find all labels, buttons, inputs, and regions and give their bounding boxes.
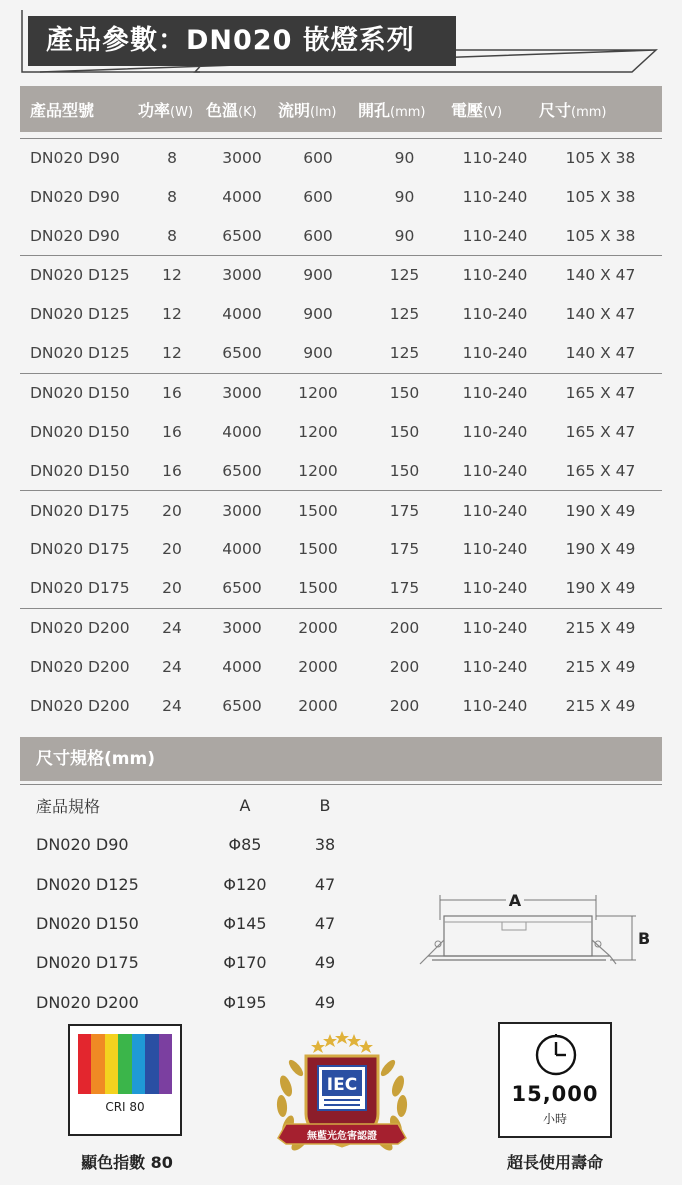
cell-model: DN020 D175 (30, 501, 130, 520)
cell-cct: 6500 (206, 452, 278, 491)
dim-cell-b: 49 (314, 992, 336, 1012)
cell-model: DN020 D150 (30, 422, 130, 441)
dim-cell-model: DN020 D90 (36, 835, 129, 855)
cri-caption: 顯色指數 80 (81, 1153, 173, 1172)
cell-model: DN020 D90 (30, 187, 120, 206)
spec-row (20, 452, 662, 491)
cell-power: 20 (138, 569, 206, 608)
dim-row (20, 982, 360, 1021)
dim-row (20, 904, 360, 943)
spec-row (20, 138, 662, 177)
cell-model: DN020 D90 (30, 148, 120, 167)
cell-voltage: 110-240 (451, 569, 539, 608)
cell-lumen: 1200 (278, 452, 358, 491)
cell-cct: 3000 (222, 501, 262, 520)
spec-row (20, 334, 662, 373)
dim-row (20, 865, 360, 904)
spec-row (20, 647, 662, 686)
spec-row (20, 216, 662, 255)
cell-model: DN020 D200 (30, 658, 130, 677)
cell-lumen: 600 (303, 148, 333, 167)
cell-voltage: 110-240 (462, 422, 528, 441)
cell-cct: 6500 (222, 697, 262, 716)
title-banner (0, 0, 682, 82)
cell-power: 8 (138, 216, 206, 255)
cell-cutout: 150 (358, 452, 451, 491)
cell-cutout: 125 (389, 305, 420, 324)
cell-cutout: 175 (358, 569, 451, 608)
dim-col-a: A (239, 796, 251, 816)
cell-size: 165 X 47 (565, 383, 636, 402)
spec-row (20, 530, 662, 569)
cell-cutout: 90 (394, 187, 415, 206)
spec-row (20, 687, 662, 726)
cell-cct: 4000 (222, 187, 262, 206)
cell-lumen: 900 (278, 334, 358, 373)
cell-model: DN020 D150 (30, 383, 130, 402)
cell-power: 8 (167, 187, 177, 206)
dim-cell-b: 38 (314, 835, 336, 855)
cell-cct: 4000 (222, 658, 262, 677)
cell-voltage: 110-240 (462, 187, 528, 206)
cell-lumen: 1200 (298, 383, 338, 402)
dim-cell-a: Φ85 (228, 835, 262, 855)
cell-size: 165 X 47 (565, 422, 636, 441)
dim-cell-b: 47 (314, 874, 336, 894)
cell-power: 24 (162, 697, 182, 716)
header-cutout: 開孔(mm) (358, 86, 451, 132)
dimensions-divider (20, 784, 662, 785)
dim-cell-model: DN020 D125 (36, 874, 139, 894)
spec-row (20, 295, 662, 334)
cell-lumen: 600 (303, 187, 333, 206)
cell-cct: 6500 (206, 216, 278, 255)
cell-voltage: 110-240 (462, 305, 528, 324)
cell-cct: 3000 (222, 619, 262, 638)
spec-row (20, 412, 662, 451)
spec-row (20, 608, 662, 647)
header-power: 功率(W) (138, 86, 206, 132)
cell-size: 215 X 49 (565, 697, 636, 716)
cell-model: DN020 D175 (30, 540, 130, 559)
cell-power: 12 (138, 334, 206, 373)
cell-size: 140 X 47 (539, 334, 662, 373)
cell-size: 190 X 49 (565, 540, 636, 559)
cri-color-bar (159, 1034, 172, 1094)
cell-size: 165 X 47 (539, 452, 662, 491)
clock-icon (533, 1032, 579, 1078)
cell-lumen: 1500 (298, 540, 338, 559)
cell-voltage: 110-240 (451, 216, 539, 255)
dim-cell-model: DN020 D200 (36, 992, 139, 1012)
dim-cell-a: Φ170 (223, 953, 267, 973)
header-lumen: 流明(lm) (278, 86, 358, 132)
header-voltage: 電壓(V) (451, 86, 539, 132)
dim-cell-a: Φ195 (223, 992, 267, 1012)
dim-cell-b: 49 (314, 953, 336, 973)
lifetime-caption: 超長使用壽命 (506, 1153, 603, 1172)
cell-voltage: 110-240 (462, 501, 528, 520)
cell-cct: 3000 (222, 266, 262, 285)
cell-cct: 4000 (222, 305, 262, 324)
cell-size: 105 X 38 (539, 216, 662, 255)
cell-cct: 6500 (206, 334, 278, 373)
cri-color-bar (78, 1034, 91, 1094)
cell-cct: 3000 (222, 148, 262, 167)
cell-power: 20 (162, 540, 182, 559)
dim-row (20, 943, 360, 982)
cri-color-bar (91, 1034, 104, 1094)
cell-voltage: 110-240 (451, 334, 539, 373)
cell-size: 140 X 47 (565, 266, 636, 285)
cell-power: 8 (167, 148, 177, 167)
dimension-diagram (410, 880, 650, 980)
spec-row (20, 491, 662, 530)
cell-cutout: 200 (389, 697, 420, 716)
cell-model: DN020 D125 (30, 305, 130, 324)
cell-power: 16 (162, 383, 182, 402)
lifetime-unit: 小時 (542, 1112, 567, 1126)
spec-row (20, 569, 662, 608)
cell-cutout: 125 (389, 266, 420, 285)
cell-cutout: 90 (358, 216, 451, 255)
cell-size: 215 X 49 (565, 658, 636, 677)
cell-voltage: 110-240 (462, 697, 528, 716)
dim-col-model: 產品規格 (36, 797, 101, 817)
cell-cutout: 90 (394, 148, 415, 167)
cell-cutout: 200 (389, 619, 420, 638)
cell-lumen: 1200 (298, 422, 338, 441)
lifetime-badge (498, 1022, 612, 1138)
cell-lumen: 2000 (298, 619, 338, 638)
cell-model: DN020 D90 (20, 216, 138, 255)
dim-cell-model: DN020 D150 (36, 914, 139, 934)
cell-cutout: 150 (389, 383, 420, 402)
header-model: 產品型號 (20, 86, 138, 132)
cell-model: DN020 D125 (20, 334, 138, 373)
cell-voltage: 110-240 (451, 452, 539, 491)
spec-table (20, 86, 662, 726)
cell-cct: 6500 (206, 569, 278, 608)
cri-color-bars (78, 1034, 172, 1094)
cell-cutout: 175 (389, 501, 420, 520)
cell-power: 24 (162, 658, 182, 677)
cell-power: 16 (162, 422, 182, 441)
dimensions-header: 尺寸規格(mm) (20, 737, 662, 781)
cell-power: 12 (162, 266, 182, 285)
iec-logo-text: IEC (326, 1075, 358, 1095)
cell-size: 105 X 38 (565, 187, 636, 206)
diagram-label-a: A (508, 891, 522, 910)
cell-lumen: 2000 (298, 658, 338, 677)
cri-badge (68, 1024, 182, 1136)
spec-table-header (20, 86, 662, 132)
cell-model: DN020 D175 (20, 569, 138, 608)
cell-voltage: 110-240 (462, 148, 528, 167)
cell-power: 24 (162, 619, 182, 638)
cell-cct: 4000 (222, 540, 262, 559)
cell-cutout: 125 (358, 334, 451, 373)
cell-voltage: 110-240 (462, 619, 528, 638)
dimensions-table (20, 786, 360, 1022)
cell-size: 105 X 38 (565, 148, 636, 167)
dim-cell-model: DN020 D175 (36, 953, 139, 973)
dim-cell-a: Φ120 (223, 874, 267, 894)
cell-cct: 4000 (222, 422, 262, 441)
cell-power: 20 (162, 501, 182, 520)
spec-row (20, 177, 662, 216)
header-size: 尺寸(mm) (539, 86, 662, 132)
cri-color-bar (132, 1034, 145, 1094)
iec-ribbon-text: 無藍光危害認證 (307, 1131, 377, 1142)
cell-size: 140 X 47 (565, 305, 636, 324)
cell-voltage: 110-240 (462, 383, 528, 402)
header-cct: 色溫(K) (206, 86, 278, 132)
cell-lumen: 600 (278, 216, 358, 255)
cell-model: DN020 D150 (20, 452, 138, 491)
cell-cutout: 150 (389, 422, 420, 441)
cell-lumen: 900 (303, 266, 333, 285)
cell-power: 12 (162, 305, 182, 324)
diagram-label-b: B (638, 929, 650, 948)
cell-model: DN020 D200 (30, 697, 130, 716)
cell-voltage: 110-240 (462, 540, 528, 559)
dim-col-b: B (319, 796, 331, 816)
cell-model: DN020 D200 (30, 619, 130, 638)
spec-row (20, 373, 662, 412)
spec-row (20, 256, 662, 295)
cell-size: 215 X 49 (565, 619, 636, 638)
cri-color-bar (118, 1034, 131, 1094)
cell-lumen: 1500 (278, 569, 358, 608)
page-title: 產品參數：DN020 嵌燈系列 (46, 25, 415, 56)
cell-voltage: 110-240 (462, 266, 528, 285)
cell-cutout: 200 (389, 658, 420, 677)
cell-size: 190 X 49 (539, 569, 662, 608)
iec-certification-badge (268, 1026, 416, 1160)
cell-cct: 3000 (222, 383, 262, 402)
dimensions-column-row (20, 786, 360, 825)
cell-cutout: 175 (389, 540, 420, 559)
cell-lumen: 2000 (298, 697, 338, 716)
cri-color-bar (145, 1034, 158, 1094)
cell-lumen: 900 (303, 305, 333, 324)
cri-label: CRI 80 (105, 1100, 145, 1114)
lifetime-value: 15,000 (511, 1082, 599, 1106)
cell-model: DN020 D125 (30, 266, 130, 285)
dim-row (20, 825, 360, 864)
cell-size: 190 X 49 (565, 501, 636, 520)
cell-voltage: 110-240 (462, 658, 528, 677)
cri-color-bar (105, 1034, 118, 1094)
cell-power: 16 (138, 452, 206, 491)
cell-lumen: 1500 (298, 501, 338, 520)
dim-cell-a: Φ145 (223, 914, 267, 934)
dim-cell-b: 47 (314, 914, 336, 934)
